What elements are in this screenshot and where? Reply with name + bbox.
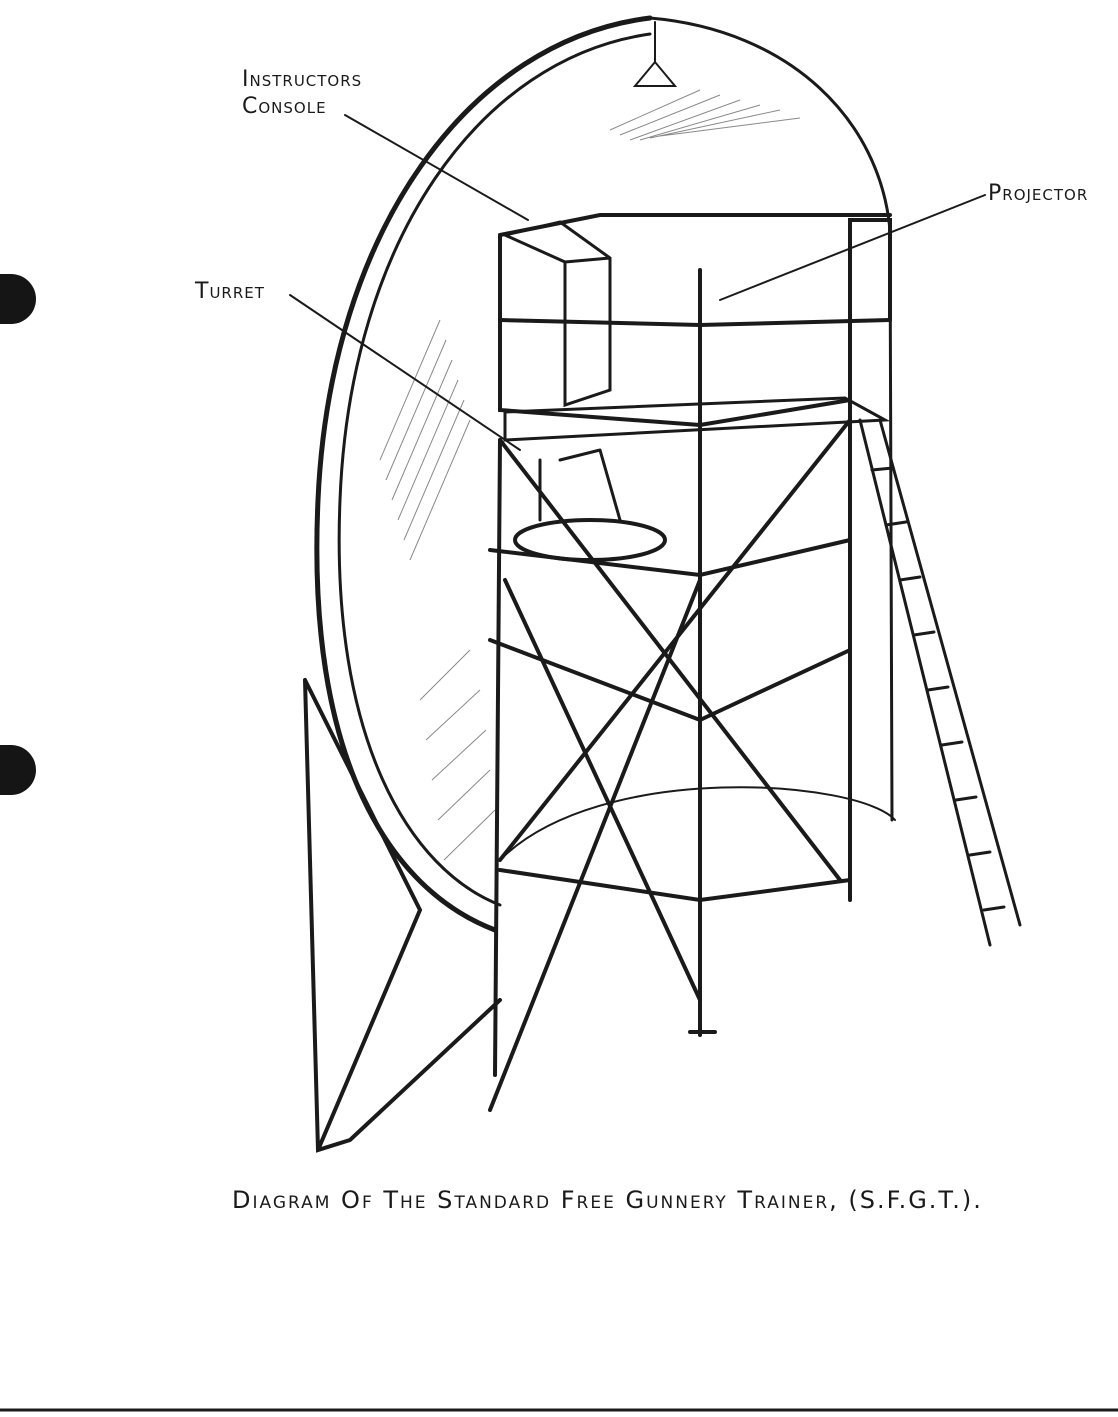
leader-projector bbox=[720, 195, 985, 300]
ceiling-lamp bbox=[635, 22, 675, 86]
projector-label: Projector bbox=[988, 181, 1089, 206]
floor-ring bbox=[500, 787, 895, 860]
leader-instructors-console bbox=[345, 115, 528, 220]
instructors-console-box bbox=[505, 222, 610, 405]
upper-platform bbox=[500, 215, 890, 1030]
screen-base-frame bbox=[305, 680, 500, 1150]
turret-label: Turret bbox=[195, 279, 265, 304]
dome-outer-arc bbox=[317, 18, 650, 930]
diagram-caption: Diagram Of The Standard Free Gunnery Trainer, (S.F.G.T.). bbox=[232, 1186, 983, 1214]
instructors-console-label: Instructors Console bbox=[242, 67, 363, 119]
dome-right-arc bbox=[650, 18, 892, 820]
dome-inner-arc bbox=[339, 34, 650, 905]
access-ladder bbox=[860, 420, 1020, 945]
